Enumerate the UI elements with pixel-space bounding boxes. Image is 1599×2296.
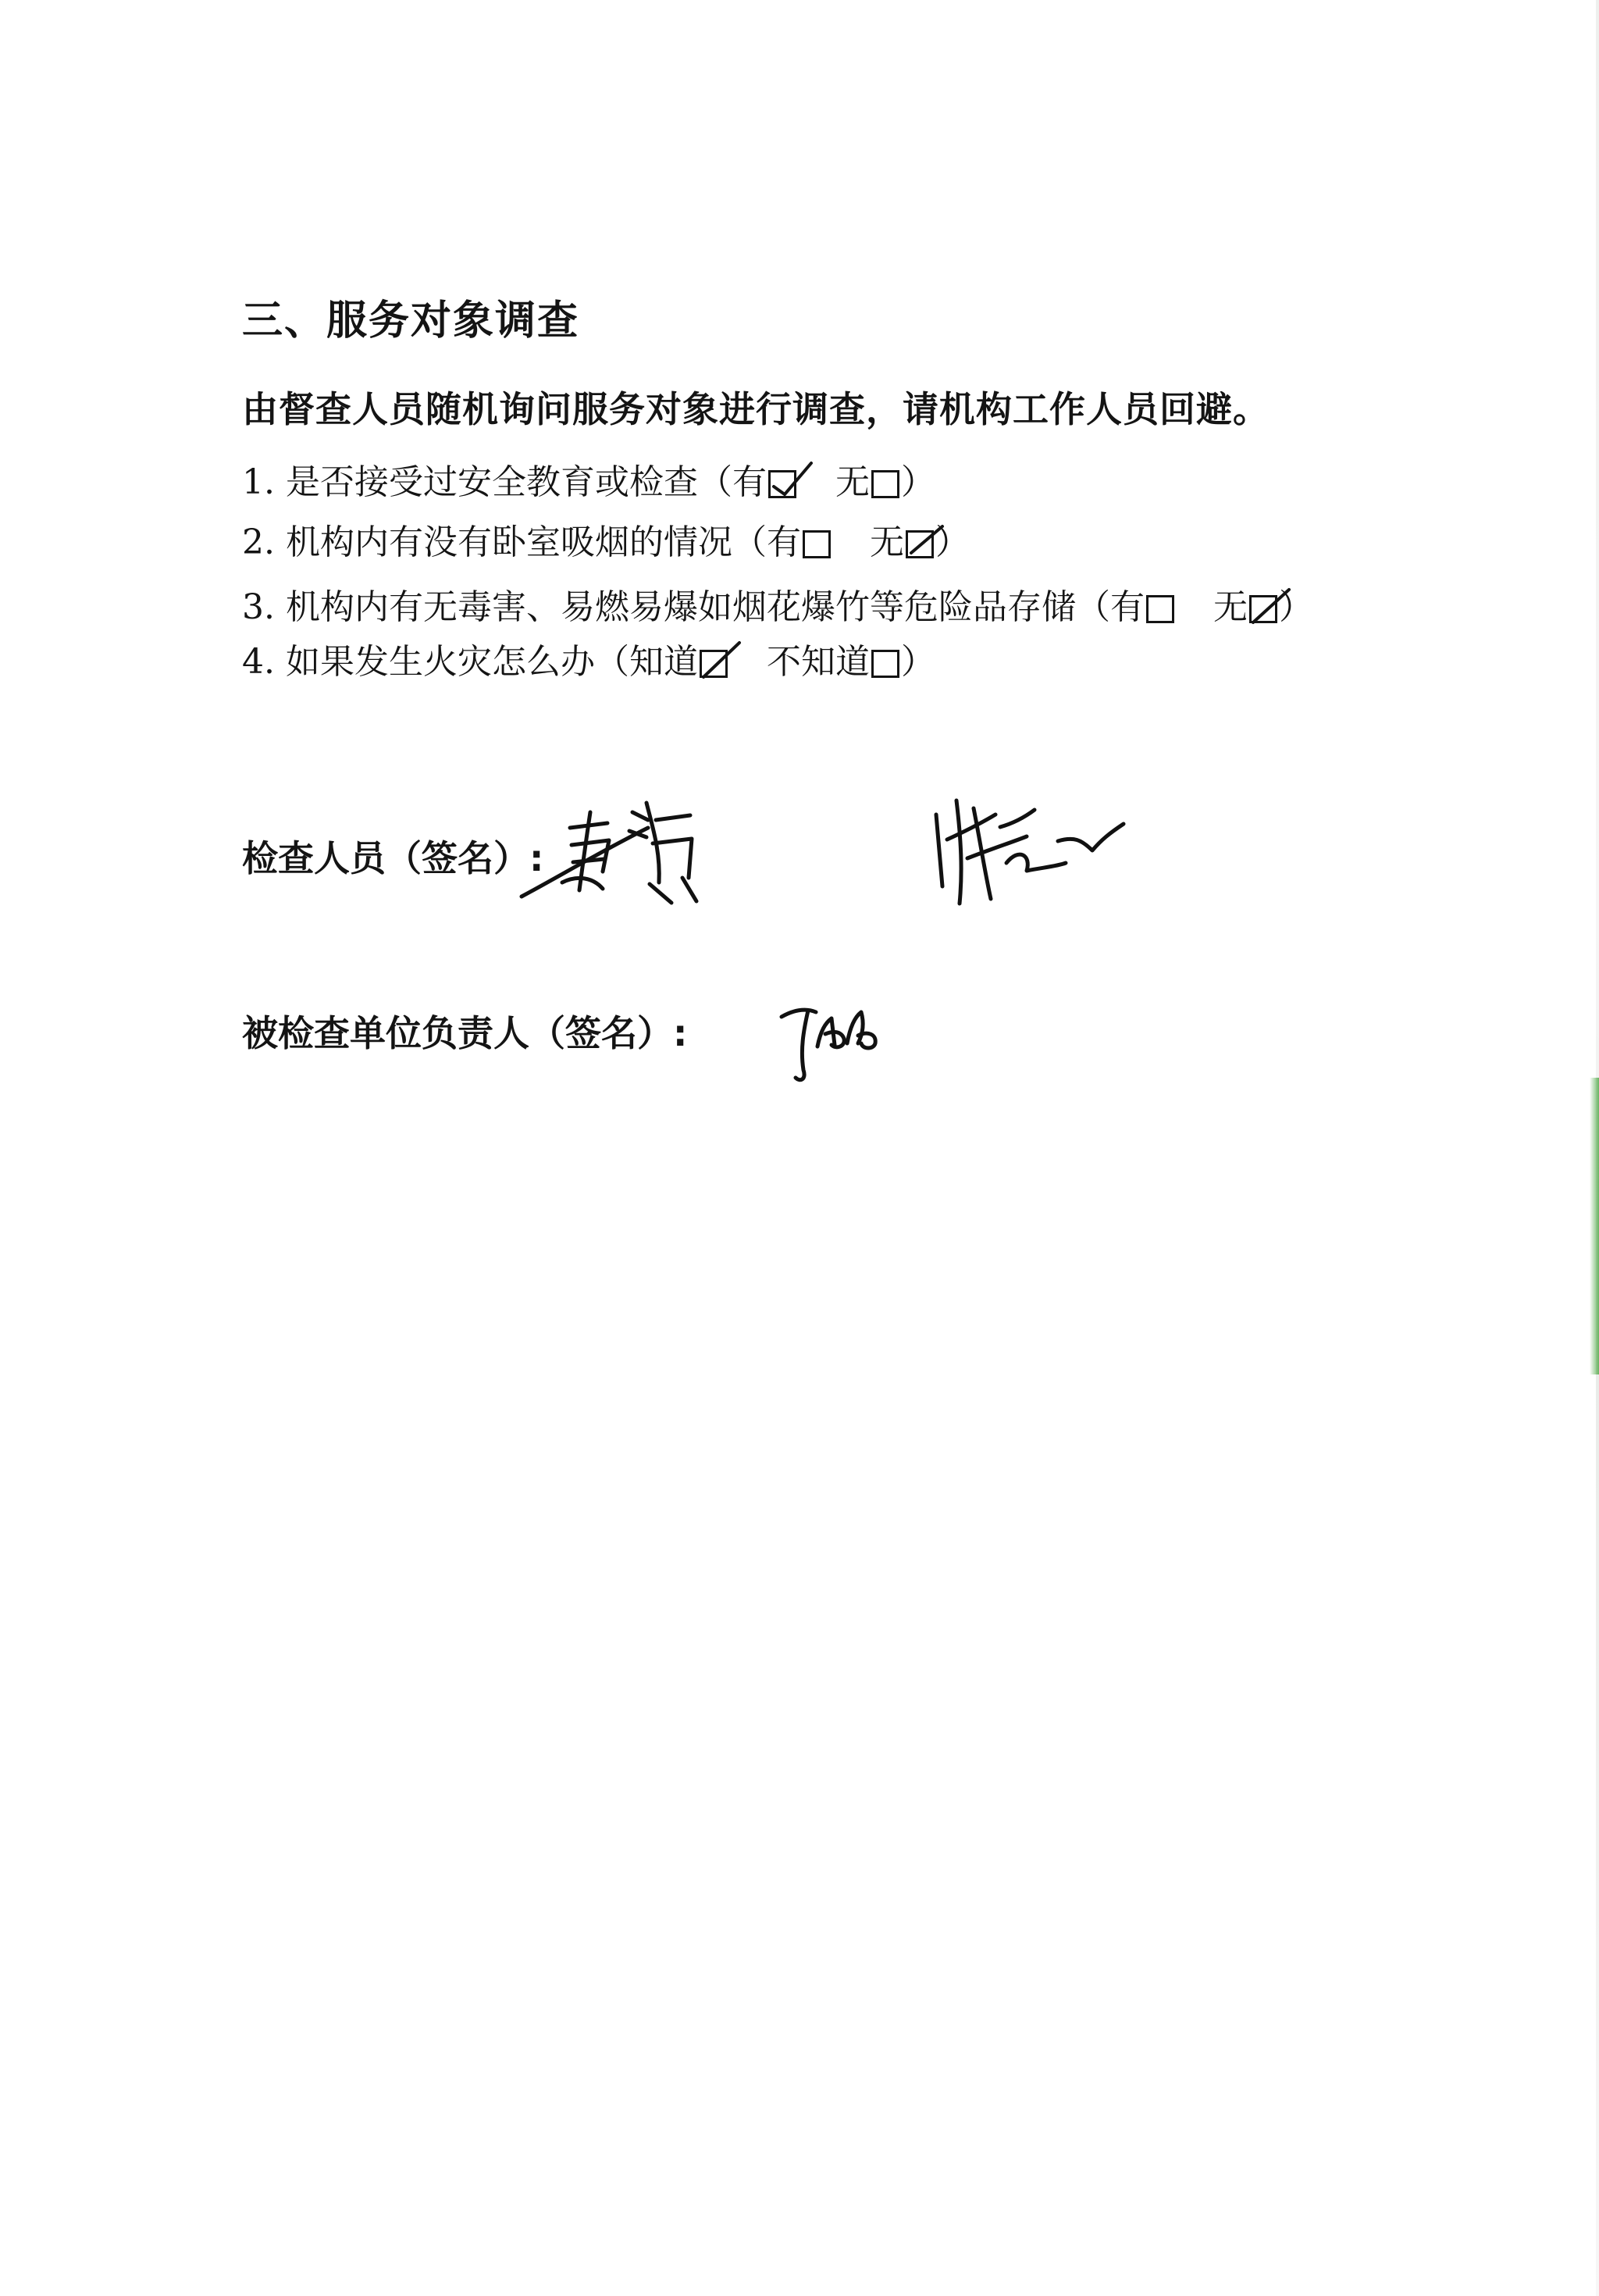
- question-2-text: 2. 机构内有没有卧室吸烟的情况（: [242, 522, 767, 562]
- check-mark-icon: [903, 520, 950, 564]
- inspector-signature-2: [925, 793, 1136, 910]
- inspector-signature-1: [515, 797, 703, 906]
- unit-head-signature-label: 被检查单位负责人（签名）:: [242, 1012, 688, 1054]
- question-2-option-1-checkbox[interactable]: [803, 530, 831, 558]
- section-title: 三、服务对象调查: [242, 298, 580, 344]
- question-2-option-2-label: 无: [869, 522, 904, 562]
- question-2-option-2-checkbox-checked[interactable]: [906, 530, 934, 558]
- instruction-text: 由督查人员随机询问服务对象进行调查，请机构工作人员回避。: [242, 388, 1270, 430]
- question-3-option-2-label: 无: [1213, 587, 1248, 627]
- question-3: [242, 584, 1313, 631]
- question-4-option-2-checkbox[interactable]: [871, 650, 899, 678]
- question-4-option-2-label: 不知道: [766, 642, 870, 682]
- check-mark-icon: [766, 460, 813, 504]
- question-3-option-1-label: 有: [1109, 587, 1145, 627]
- question-3-option-2-checkbox-checked[interactable]: [1249, 595, 1277, 623]
- question-1-option-1-label: 有: [732, 462, 767, 502]
- question-3-text: 3. 机构内有无毒害、易燃易爆如烟花爆竹等危险品存储（: [242, 587, 1110, 627]
- question-1: [242, 459, 935, 506]
- inspector-signature-label: 检查人员（签名）:: [242, 837, 544, 879]
- question-4-option-1-checkbox-checked[interactable]: [700, 650, 728, 678]
- question-2: [242, 519, 970, 566]
- check-mark-icon: [697, 640, 744, 683]
- question-2-close-paren: ）: [935, 522, 970, 562]
- question-1-close-paren: ）: [900, 462, 935, 502]
- question-3-close-paren: ）: [1278, 587, 1313, 627]
- question-4: [242, 639, 935, 686]
- check-mark-icon: [1247, 585, 1294, 629]
- unit-head-signature: [777, 1000, 886, 1086]
- question-4-option-1-label: 知道: [629, 642, 698, 682]
- question-4-text: 4. 如果发生火灾怎么办（: [242, 642, 629, 682]
- question-1-option-2-checkbox[interactable]: [871, 470, 899, 498]
- question-4-close-paren: ）: [900, 642, 935, 682]
- question-2-option-1-label: 有: [766, 522, 801, 562]
- question-1-text: 1. 是否接受过安全教育或检查（: [242, 462, 732, 502]
- question-1-option-2-label: 无: [835, 462, 870, 502]
- question-3-option-1-checkbox[interactable]: [1146, 595, 1174, 623]
- question-1-option-1-checkbox-checked[interactable]: [768, 470, 796, 498]
- scan-edge-stain: [1590, 1078, 1599, 1374]
